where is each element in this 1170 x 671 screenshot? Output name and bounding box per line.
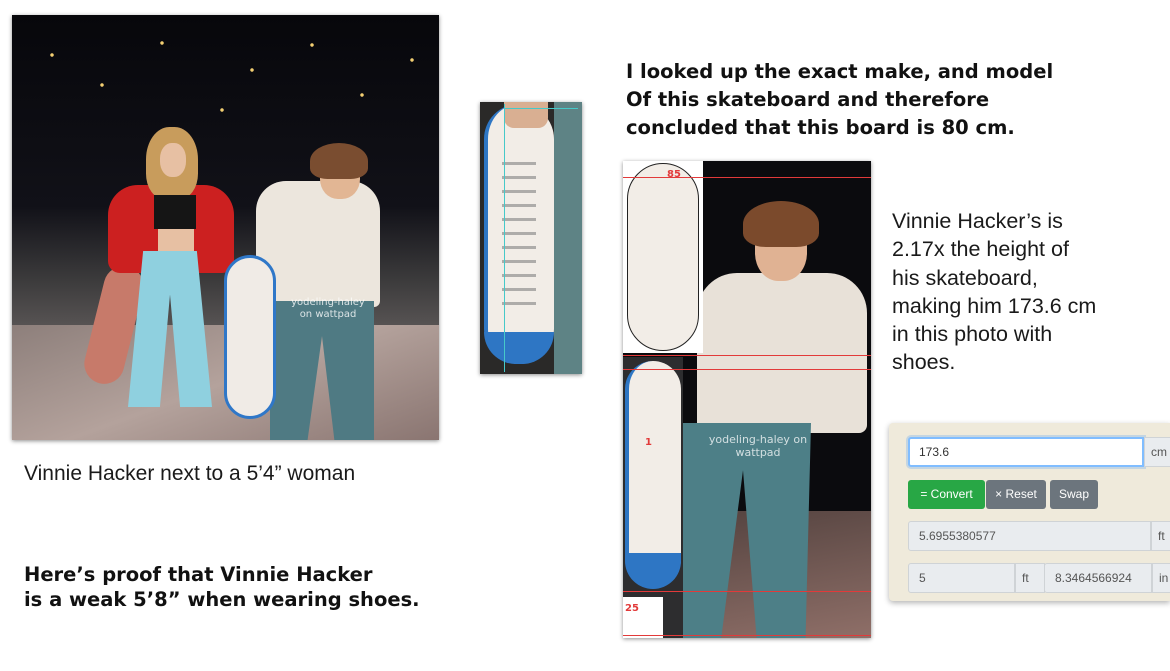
main-photo-caption: Vinnie Hacker next to a 5’4” woman <box>24 462 356 485</box>
skateboard-crop-photo <box>480 102 582 374</box>
jeans-edge <box>554 102 582 374</box>
conclusion-line: making him 173.6 cm <box>892 293 1097 318</box>
woman-midriff <box>158 229 194 251</box>
woman-face <box>160 143 186 177</box>
measure-line <box>623 177 871 178</box>
cm-unit-label: cm <box>1144 437 1170 467</box>
proof-text <box>24 562 420 612</box>
inches-unit: in <box>1152 563 1170 593</box>
inches-output: 8.3464566924 <box>1044 563 1152 593</box>
skateboard-overlay-top <box>623 161 703 353</box>
deck-graphics <box>502 162 536 312</box>
man-skateboard <box>224 255 276 419</box>
conclusion-line: shoes. <box>892 350 956 375</box>
woman-top <box>154 195 196 229</box>
hand <box>504 102 548 128</box>
reset-button[interactable]: × Reset <box>986 480 1046 509</box>
measurement-photo <box>623 161 871 638</box>
measure-line <box>623 591 871 592</box>
measure-mark: 85 <box>667 169 681 180</box>
feet-decimal-output: 5.6955380577 <box>908 521 1151 551</box>
photo-watermark: yodeling-haley on wattpad <box>291 297 365 320</box>
feet-unit: ft <box>1015 563 1045 593</box>
swap-button[interactable]: Swap <box>1050 480 1098 509</box>
man-shirt <box>697 273 867 433</box>
guide-line-vertical <box>504 104 505 372</box>
conclusion-text <box>892 207 1170 377</box>
conclusion-line: 2.17x the height of <box>892 237 1069 262</box>
conclusion-line: Vinnie Hacker’s is <box>892 209 1063 233</box>
research-text <box>626 58 1053 142</box>
unit-converter <box>889 423 1170 601</box>
deck-blue-tail <box>484 332 554 364</box>
measure-line <box>623 635 871 636</box>
man-hair <box>743 201 819 247</box>
feet-output: 5 <box>908 563 1015 593</box>
measure-mark: 1 <box>645 437 652 448</box>
measure-line <box>623 355 871 356</box>
research-line: I looked up the exact make, and model <box>626 60 1054 83</box>
guide-line-horizontal <box>504 108 578 109</box>
convert-button[interactable]: = Convert <box>908 480 985 509</box>
man-hair <box>310 143 368 179</box>
research-line: concluded that this board is 80 cm. <box>626 116 1015 139</box>
feet-decimal-unit: ft <box>1151 521 1170 551</box>
proof-line: is a weak 5’8” when wearing shoes. <box>24 588 420 611</box>
proof-line: Here’s proof that Vinnie Hacker <box>24 563 373 586</box>
research-line: Of this skateboard and therefore <box>626 88 990 111</box>
city-lights <box>12 15 439 165</box>
cm-input[interactable]: 173.6 <box>908 437 1144 467</box>
measure-line <box>623 369 871 370</box>
main-photo <box>12 15 439 440</box>
skateboard-overlay-bottom <box>623 357 683 638</box>
conclusion-line: his skateboard, <box>892 265 1038 290</box>
conclusion-line: in this photo with <box>892 322 1053 347</box>
photo-watermark: yodeling-haley on wattpad <box>708 433 808 459</box>
measure-mark: 25 <box>625 603 639 614</box>
